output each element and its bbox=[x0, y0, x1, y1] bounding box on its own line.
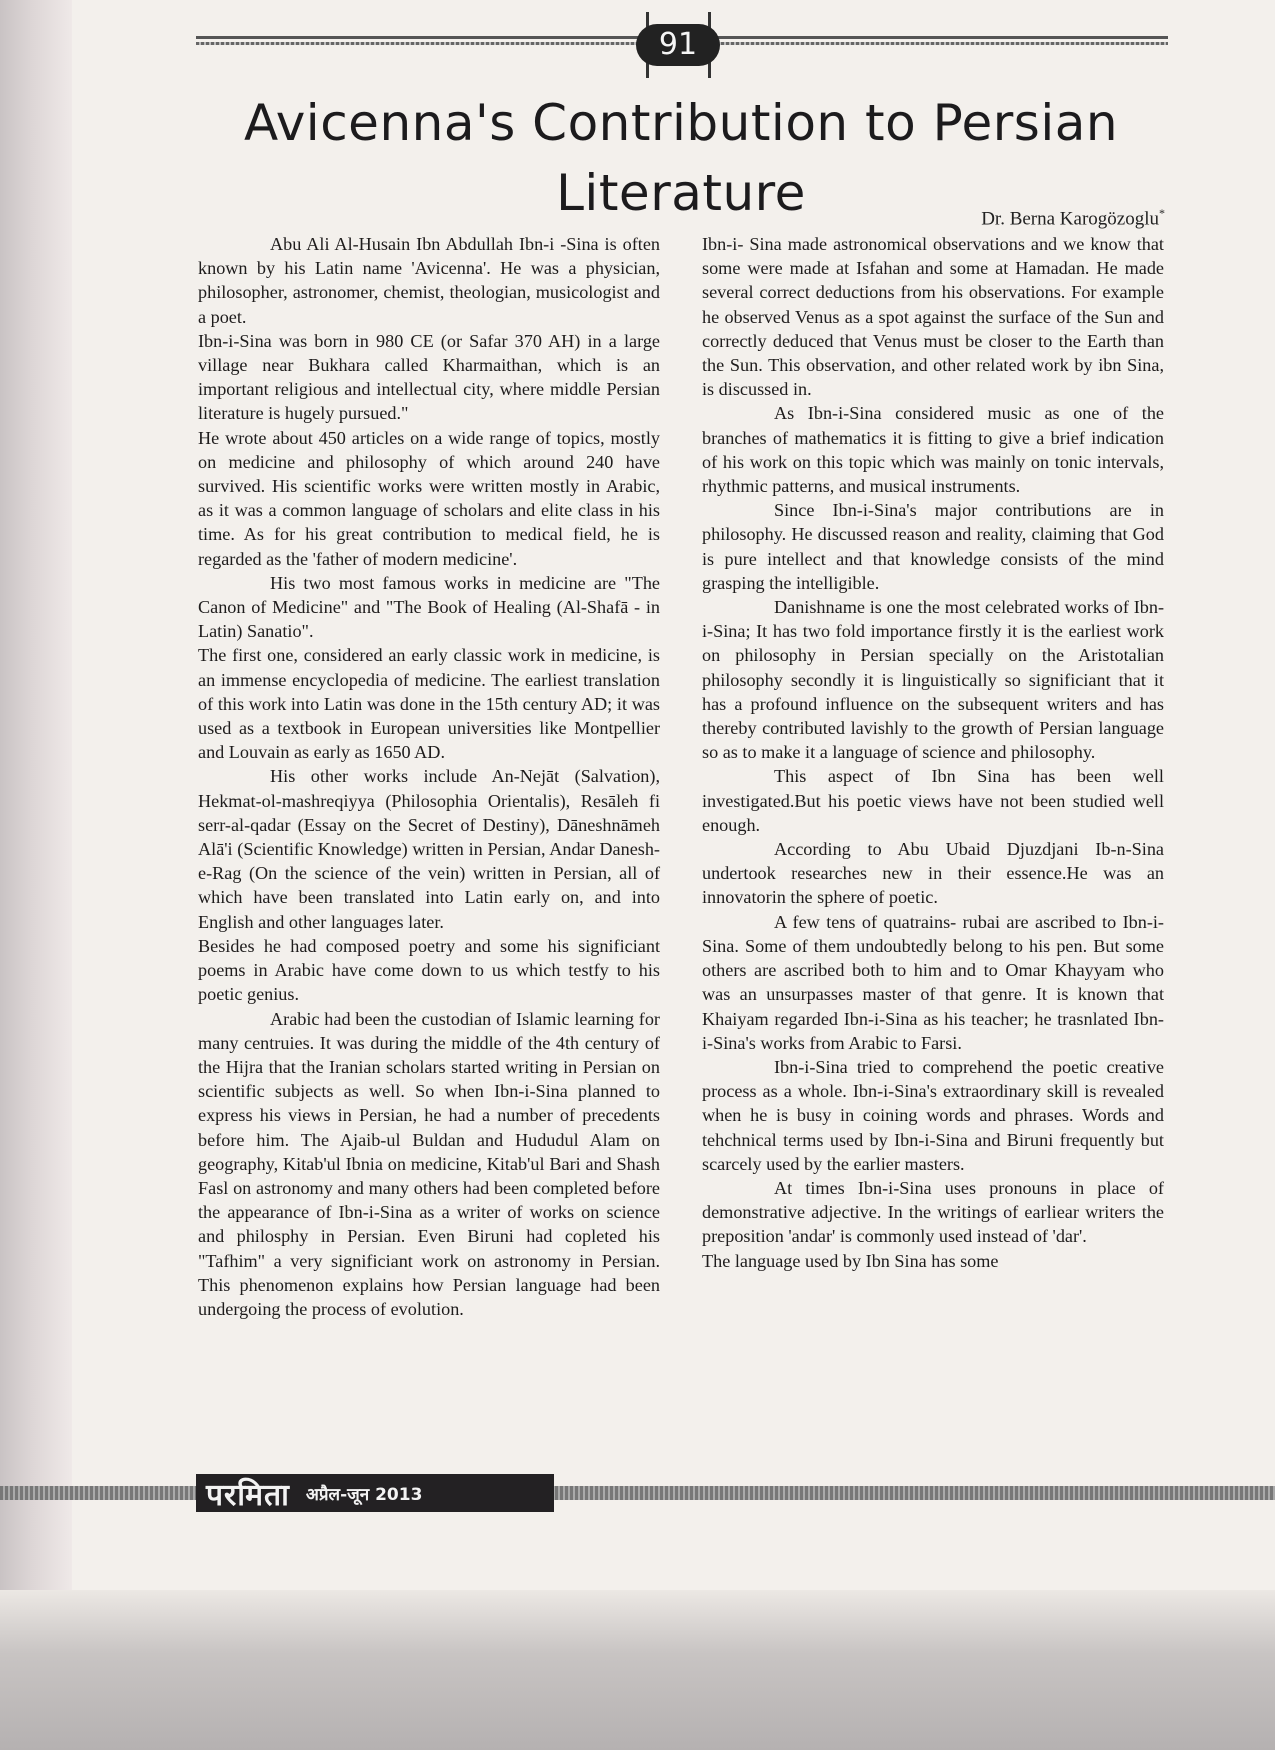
paragraph: His two most famous works in medicine are "The Canon of Medicine" and "The Book of Healing (Al-Shafā - in Latin) Sanatio". bbox=[198, 572, 660, 642]
magazine-name: परमिता bbox=[206, 1477, 290, 1513]
author-footnote-mark: * bbox=[1159, 206, 1165, 220]
article-author bbox=[981, 206, 1165, 230]
paragraph: Abu Ali Al-Husain Ibn Abdullah Ibn-i -Sina is often known by his Latin name 'Avicenna'. He was a physician, philosopher, astronomer, chemist, theologian, musicologist and a poet. bbox=[198, 234, 660, 327]
paragraph: Ibn-i-Sina was born in 980 CE (or Safar 370 AH) in a large village near Bukhara called Kharmaithan, which is an important religious and intellectual city, where middle Persian literature is hugely pursued." bbox=[198, 330, 660, 424]
paragraph: The first one, considered an early classic work in medicine, is an immense encyclopedia of medicine. The earliest translation of this work into Latin was done in the 15th century AD; it was used as a textbook in European universities like Montpellier and Louvain as early as 1650 AD. bbox=[198, 645, 660, 763]
paragraph: At times Ibn-i-Sina uses pronouns in place of demonstrative adjective. In the writings of earliear writers the preposition 'andar' is commonly used instead of 'dar'. bbox=[702, 1177, 1164, 1247]
paragraph: A few tens of quatrains- rubai are ascribed to Ibn-i-Sina. Some of them undoubtedly belong to his pen. But some others are ascribed both to him and to Omar Khayyam who was an unsurpasses master of that genre. It is known that Khaiyam regarded Ibn-i-Sina as his teacher; he trasnlated Ibn-i-Sina's works from Arabic to Farsi. bbox=[702, 911, 1164, 1053]
paragraph: Arabic had been the custodian of Islamic learning for many centruies. It was during the middle of the 4th century of the Hijra that the Iranian scholars started writing in Persian on scientific subjects as well. So when Ibn-i-Sina planned to express his views in Persian, he had a number of precedents before him. The Ajaib-ul Buldan and Hududul Alam on geography, Kitab'ul Ibnia on medicine, Kitab'ul Bari and Shash Fasl on astronomy and many others had been completed before the appearance of Ibn-i-Sina as a writer of works on science and philosphy in Persian. Even Biruni had copleted his "Tafhim" a very significiant work on astronomy in Persian. This phenomenon explains how Persian language had been undergoing the process of evolution. bbox=[198, 1008, 660, 1319]
paragraph: He wrote about 450 articles on a wide range of topics, mostly on medicine and philosophy of which around 240 have survived. His scientific works were written mostly in Arabic, as it was a common language of scholars and elite class in his time. As for his great contribution to medical field, he is regarded as the 'father of modern medicine'. bbox=[198, 427, 660, 569]
paragraph: Danishname is one the most celebrated works of Ibn-i-Sina; It has two fold importance firstly it is the earliest work on philosophy in Persian specially on the Aristotalian philosophy secondly it is linguistically so significiant that it has a profound influence on the subsequent writers and has thereby contributed lavishly to the growth of Persian language so as to make it a language of science and philosophy. bbox=[702, 597, 1164, 763]
paragraph: The language used by Ibn Sina has some bbox=[702, 1250, 999, 1271]
paragraph: Since Ibn-i-Sina's major contributions are in philosophy. He discussed reason and reality, claiming that God is pure intellect and that knowledge consists of the mind grasping the intelligible. bbox=[702, 500, 1164, 593]
right-column bbox=[702, 232, 1164, 1273]
left-column bbox=[198, 232, 660, 1321]
issue-date: अप्रैल-जून 2013 bbox=[305, 1484, 423, 1505]
paragraph: Ibn-i- Sina made astronomical observations and we know that some were made at Isfahan and some at Hamadan. He made several correct deductions from his observations. For example he observed Venus as a spot against the surface of the Sun and correctly deduced that Venus must be closer to the Earth than the Sun. This observation, and other related work by ibn Sina, is discussed in. bbox=[702, 234, 1164, 400]
page-number: 91 bbox=[636, 24, 720, 66]
paragraph: Ibn-i-Sina tried to comprehend the poetic creative process as a whole. Ibn-i-Sina's extraordinary skill is revealed when he is busy in coining words and phrases. Words and tehchnical terms used by Ibn-i-Sina and Biruni frequently but scarcely used by the earlier masters. bbox=[702, 1056, 1164, 1174]
page-bottom-shadow bbox=[0, 1590, 1275, 1750]
paragraph: As Ibn-i-Sina considered music as one of the branches of mathematics it is fitting to give a brief indication of his work on this topic which was mainly on tonic intervals, rhythmic patterns, and musical instruments. bbox=[702, 403, 1164, 497]
article-title: Avicenna's Contribution to Persian Literature bbox=[243, 94, 1119, 222]
paragraph: His other works include An-Nejāt (Salvation), Hekmat-ol-mashreqiyya (Philosophia Orientalis), Resāleh fi serr-al-qadar (Essay on the Secret of Destiny), Dāneshnāmeh Alā'i (Scientific Knowledge) written in Persian, Andar Danesh-e-Rag (On the science of the vein) written in Persian, all of which have been translated into Latin early on, and into English and other languages later. bbox=[198, 766, 660, 932]
footer-rule bbox=[0, 1486, 1275, 1500]
paragraph: This aspect of Ibn Sina has been well investigated.But his poetic views have not been studied well enough. bbox=[702, 766, 1164, 835]
author-name: Dr. Berna Karogözoglu bbox=[981, 208, 1159, 230]
paragraph: Besides he had composed poetry and some his significiant poems in Arabic have come down to us which testfy to his poetic genius. bbox=[198, 935, 660, 1005]
footer-logo bbox=[196, 1474, 554, 1512]
paragraph: According to Abu Ubaid Djuzdjani Ib-n-Sina undertook researches new in their essence.He was an innovatorin the sphere of poetic. bbox=[702, 839, 1164, 908]
